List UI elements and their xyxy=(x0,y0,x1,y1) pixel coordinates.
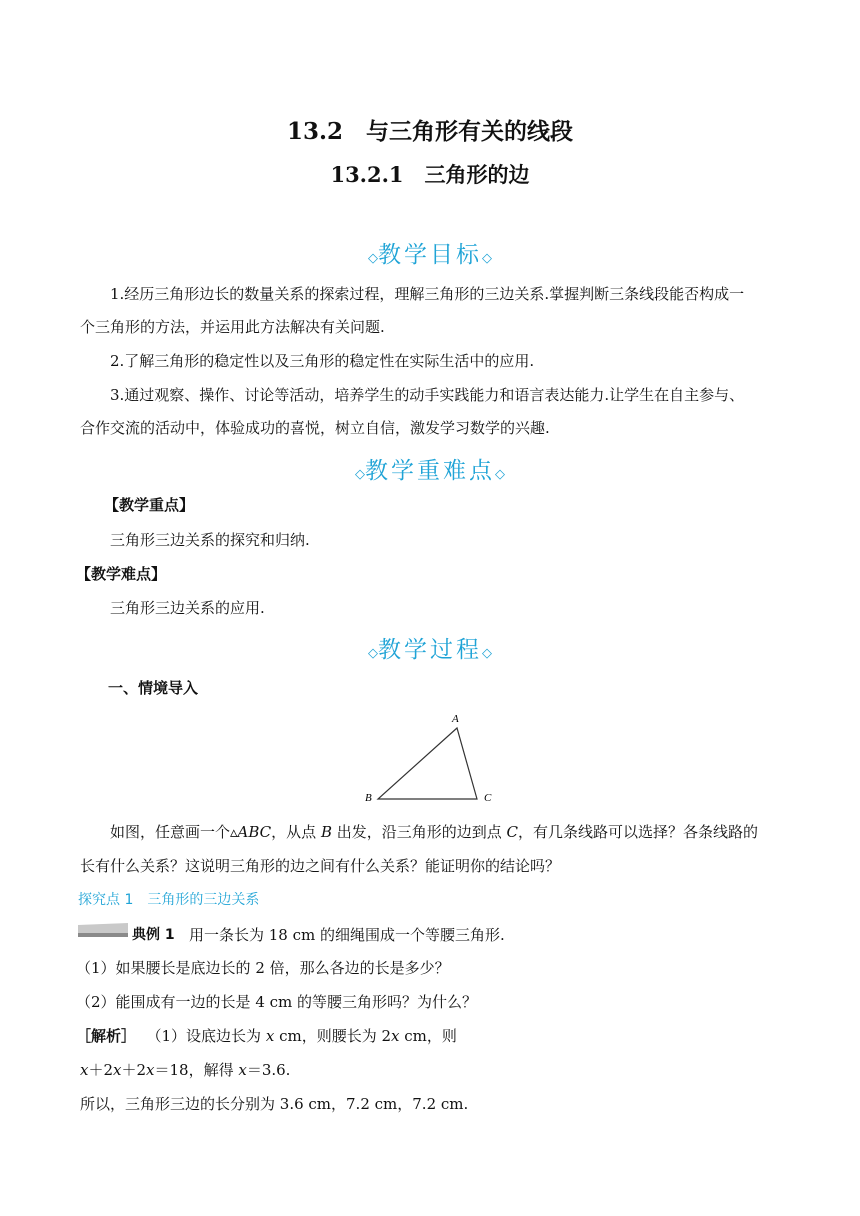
intro-line-1: 如图，任意画一个▵ABC，从点 B 出发，沿三角形的边到点 C，有几条线路可以选择？各条线路的 xyxy=(110,823,759,841)
explore-heading-1: 探究点 1 三角形的三边关系 xyxy=(78,892,260,908)
section-title: 教学重难点 xyxy=(365,458,495,484)
goal-3-line-1: 3.通过观察、操作、讨论等活动，培养学生的动手实践能力和语言表达能力.让学生在自主参与、 xyxy=(110,386,745,404)
goal-3-line-2: 合作交流的活动中，体验成功的喜悦，树立自信，激发学习数学的兴趣. xyxy=(80,419,550,437)
part-1-heading: 一、情境导入 xyxy=(108,679,199,697)
triangle-figure xyxy=(360,708,500,808)
page-title: 13.2 与三角形有关的线段 xyxy=(286,118,574,145)
example-banner-icon xyxy=(78,922,128,938)
page-subtitle: 13.2.1 三角形的边 xyxy=(330,162,530,187)
diamond-icon: ◇ xyxy=(482,251,492,266)
diamond-icon: ◇ xyxy=(482,646,492,661)
example-label: 典例 1 xyxy=(132,927,175,943)
diamond-icon: ◇ xyxy=(368,251,378,266)
question-2: （2）能围成有一边的长是 4 cm 的等腰三角形吗？为什么？ xyxy=(76,993,478,1011)
section-heading-goals xyxy=(0,236,860,269)
focus-heading: 【教学重点】 xyxy=(104,496,195,514)
analysis-label: ［解析］ xyxy=(76,1027,137,1045)
diamond-icon: ◇ xyxy=(355,467,365,482)
diamond-icon: ◇ xyxy=(495,467,505,482)
vertex-label-b: B xyxy=(365,792,372,804)
example-text: 用一条长为 18 cm 的细绳围成一个等腰三角形. xyxy=(189,926,505,944)
difficulty-heading: 【教学难点】 xyxy=(76,565,167,583)
focus-text: 三角形三边关系的探究和归纳. xyxy=(110,531,310,549)
analysis-line-1: ［解析］ （1）设底边长为 x cm，则腰长为 2x cm，则 xyxy=(76,1027,457,1045)
diamond-icon: ◇ xyxy=(368,646,378,661)
goal-1-line-1: 1.经历三角形边长的数量关系的探索过程，理解三角形的三边关系.掌握判断三条线段能否构成一 xyxy=(110,285,745,303)
analysis-equation: x＋2x＋2x＝18，解得 x＝3.6. xyxy=(80,1061,291,1079)
section-heading-process xyxy=(0,631,860,664)
section-title: 教学目标 xyxy=(378,242,482,268)
analysis-result: 所以，三角形三边的长分别为 3.6 cm，7.2 cm，7.2 cm. xyxy=(80,1095,469,1113)
section-title: 教学过程 xyxy=(378,637,482,663)
triangle-abc xyxy=(378,728,477,799)
vertex-label-c: C xyxy=(484,792,492,804)
difficulty-text: 三角形三边关系的应用. xyxy=(110,599,265,617)
goal-1-line-2: 个三角形的方法，并运用此方法解决有关问题. xyxy=(80,318,385,336)
vertex-label-a: A xyxy=(452,713,459,725)
goal-2: 2.了解三角形的稳定性以及三角形的稳定性在实际生活中的应用. xyxy=(110,352,535,370)
question-1: （1）如果腰长是底边长的 2 倍，那么各边的长是多少？ xyxy=(76,959,450,977)
intro-line-2: 长有什么关系？这说明三角形的边之间有什么关系？能证明你的结论吗？ xyxy=(80,857,561,875)
section-heading-key-points xyxy=(0,452,860,485)
